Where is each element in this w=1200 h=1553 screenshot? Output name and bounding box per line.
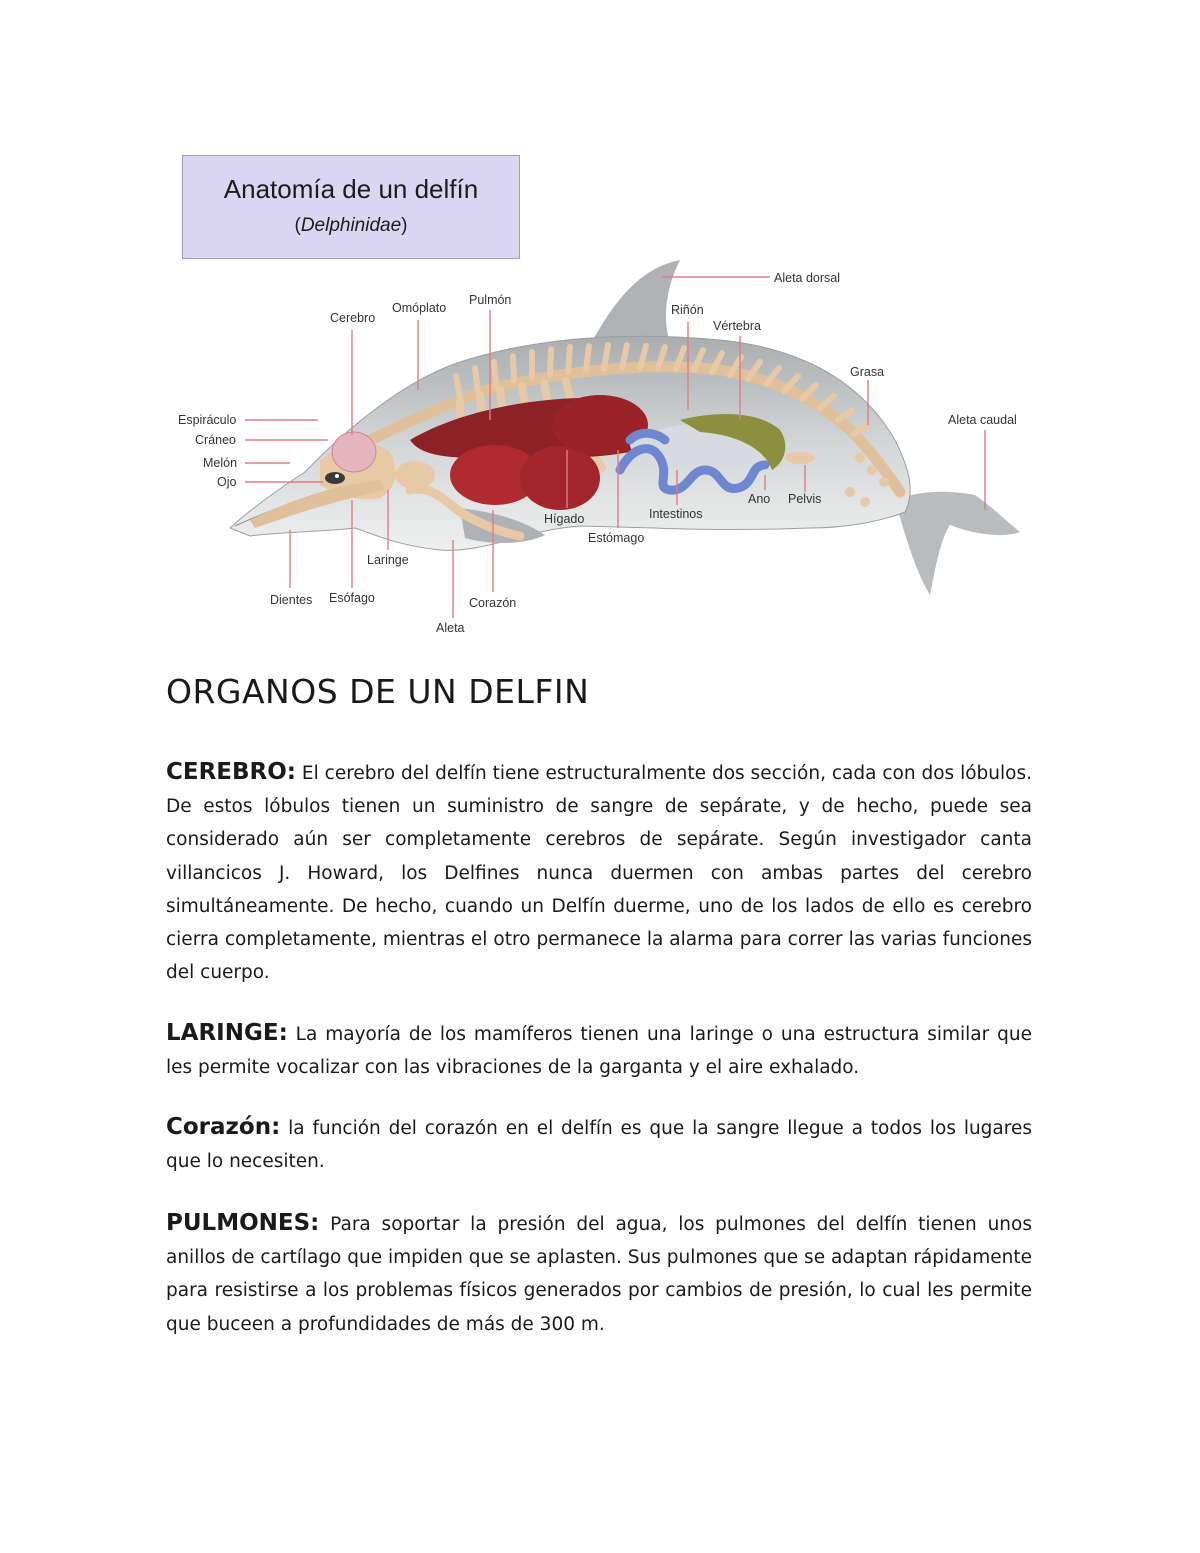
label-pulmon: Pulmón bbox=[469, 293, 512, 307]
section-term: PULMONES: bbox=[166, 1210, 320, 1236]
figure-subtitle-species: Delphinidae bbox=[300, 215, 402, 236]
section-corazon bbox=[166, 1111, 1032, 1178]
section-term: LARINGE: bbox=[166, 1020, 288, 1046]
section-term: Corazón: bbox=[166, 1114, 281, 1140]
label-espiraculo: Espiráculo bbox=[178, 413, 237, 427]
section-text: La mayoría de los mamíferos tienen una laringe o una estructura similar que les permite vocalizar con las vibraciones de la garganta y el aire exhalado. bbox=[166, 1024, 1032, 1079]
label-vertebra: Vértebra bbox=[713, 319, 761, 333]
label-corazon: Corazón bbox=[469, 596, 517, 610]
figure-subtitle: (Delphinidae) bbox=[294, 215, 408, 236]
label-intestinos: Intestinos bbox=[649, 507, 703, 521]
section-text: Para soportar la presión del agua, los pulmones del delfín tienen unos anillos de cartílago que impiden que se aplasten. Sus pulmones que se adaptan rápidamente para resistirse a los problemas físicos generados por cambios de presión, lo cual les permite que buceen a profundidades de más de 300 m. bbox=[166, 1214, 1032, 1335]
label-laringe: Laringe bbox=[367, 553, 409, 567]
label-dientes: Dientes bbox=[270, 593, 313, 607]
label-omoplato: Omóplato bbox=[392, 301, 447, 315]
figure-title: Anatomía de un delfín bbox=[223, 174, 479, 204]
label-rinon: Riñón bbox=[671, 303, 704, 317]
section-pulmones bbox=[166, 1207, 1032, 1341]
label-melon: Melón bbox=[203, 456, 238, 470]
section-cerebro bbox=[166, 756, 1032, 989]
label-aleta-caudal: Aleta caudal bbox=[948, 413, 1017, 427]
document-heading: ORGANOS DE UN DELFIN bbox=[166, 672, 590, 711]
label-cerebro: Cerebro bbox=[330, 311, 376, 325]
section-text: El cerebro del delfín tiene estructuralmente dos sección, cada con dos lóbulos. De estos lóbulos tienen un suministro de sangre de sepárate, y de hecho, puede sea considerado aún ser completamente cerebros de sepárate. Según investigador canta villancicos J. Howard, los Delfines nunca duermen con ambas partes del cerebro simultáneamente. De hecho, cuando un Delfín duerme, uno de los lados de ello es cerebro cierra completamente, mientras el otro permanece la alarma para correr las varias funciones del cuerpo. bbox=[166, 763, 1032, 984]
label-aleta: Aleta bbox=[436, 621, 465, 635]
section-laringe bbox=[166, 1017, 1032, 1084]
label-aleta-dorsal: Aleta dorsal bbox=[774, 271, 841, 285]
label-higado: Hígado bbox=[544, 512, 585, 526]
dolphin-anatomy-figure bbox=[160, 140, 1040, 650]
dolphin-anatomy-diagram bbox=[160, 140, 1040, 650]
section-text: la función del corazón en el delfín es que la sangre llegue a todos los lugares que lo necesiten. bbox=[166, 1118, 1032, 1173]
label-estomago: Estómago bbox=[588, 531, 645, 545]
label-craneo: Cráneo bbox=[195, 433, 236, 447]
label-pelvis: Pelvis bbox=[788, 492, 822, 506]
label-ano: Ano bbox=[748, 492, 771, 506]
label-ojo: Ojo bbox=[217, 475, 237, 489]
label-esofago: Esófago bbox=[329, 591, 375, 605]
label-grasa: Grasa bbox=[850, 365, 885, 379]
section-term: CEREBRO: bbox=[166, 759, 297, 785]
